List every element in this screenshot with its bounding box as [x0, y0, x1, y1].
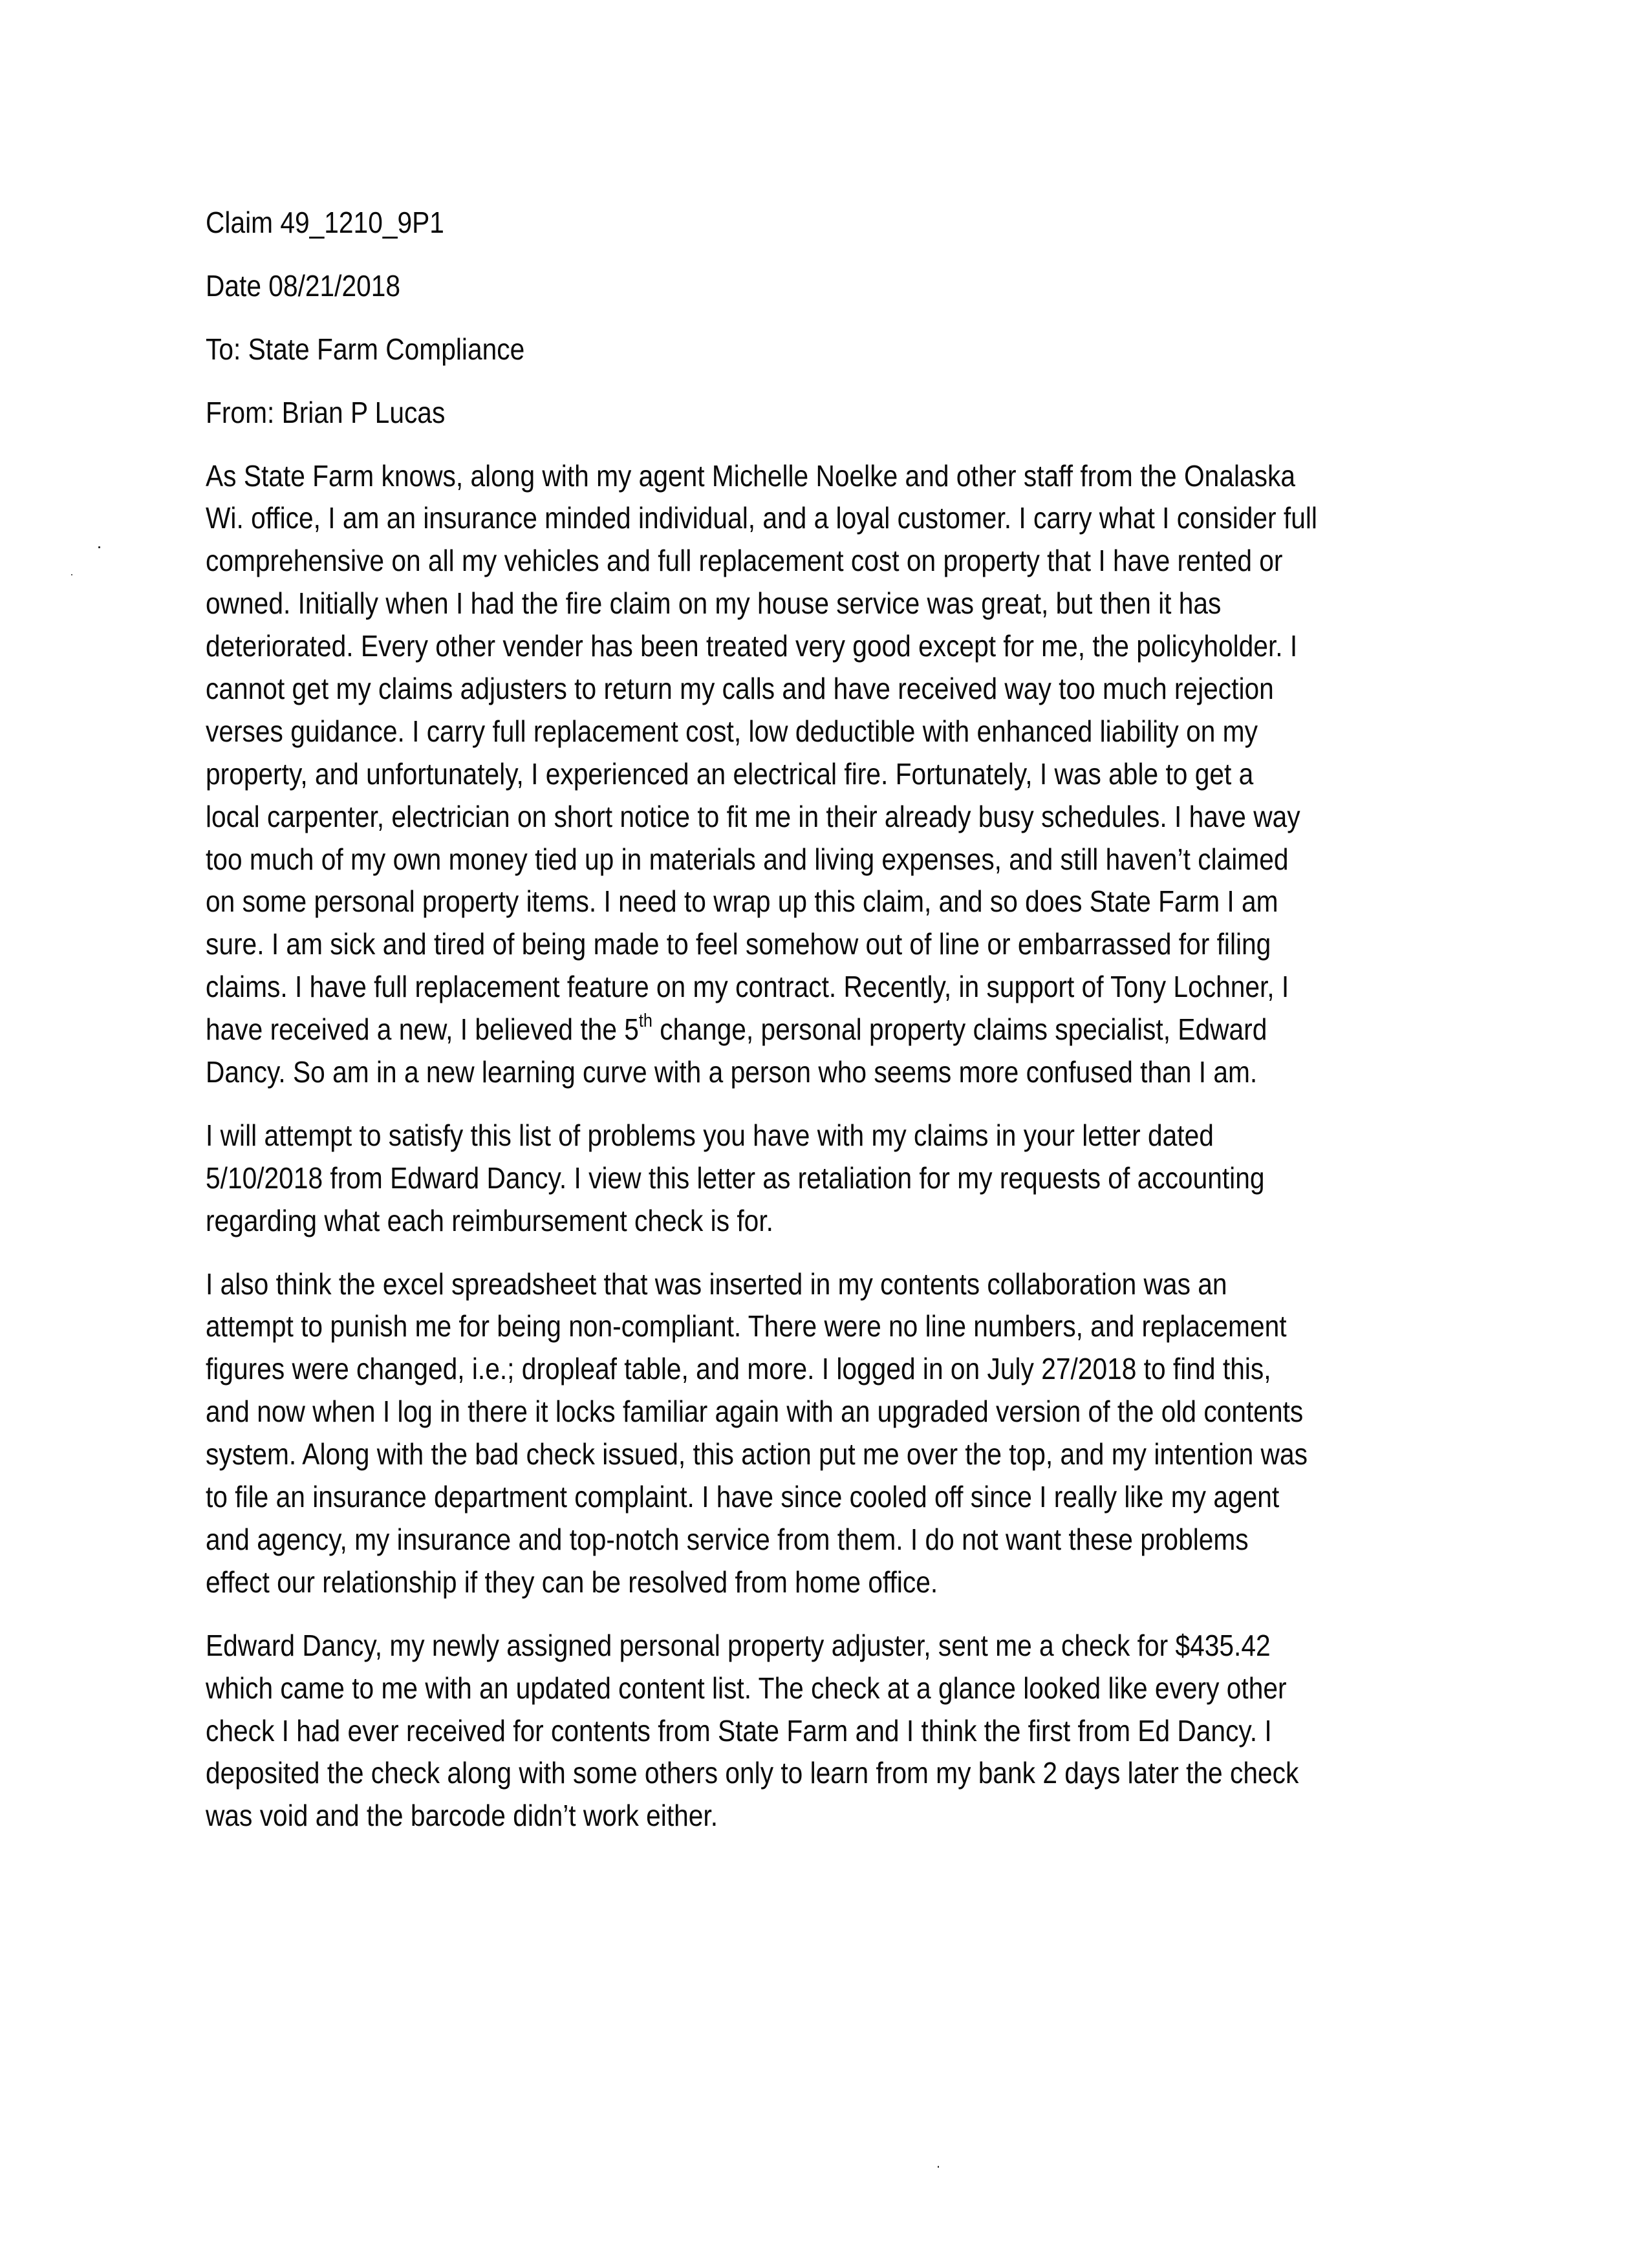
- claim-number: Claim 49_1210_9P1: [206, 206, 444, 239]
- text-fragment: have received a new, I believed the 5: [206, 1012, 639, 1047]
- text-line: too much of my own money tied up in materials and living expenses, and still haven’t claimed: [206, 842, 1289, 876]
- text-line: Dancy. So am in a new learning curve with a person who seems more confused than I am.: [206, 1055, 1258, 1089]
- text-line: and agency, my insurance and top-notch service from them. I do not want these problems: [206, 1522, 1249, 1556]
- text-line: deposited the check along with some others only to learn from my bank 2 days later the check: [206, 1756, 1299, 1790]
- date-line: [206, 265, 1473, 308]
- text-line: owned. Initially when I had the fire claim on my house service was great, but then it has: [206, 586, 1222, 621]
- text-line: comprehensive on all my vehicles and full replacement cost on property that I have rented or: [206, 544, 1283, 578]
- text-line: local carpenter, electrician on short notice to fit me in their already busy schedules. I have way: [206, 799, 1300, 833]
- text-line: attempt to punish me for being non-compliant. There were no line numbers, and replacement: [206, 1309, 1287, 1343]
- claim-number-line: [206, 202, 1473, 244]
- text-line: verses guidance. I carry full replacement cost, low deductible with enhanced liability on my: [206, 714, 1258, 748]
- text-line: Edward Dancy, my newly assigned personal property adjuster, sent me a check for $435.42: [206, 1628, 1271, 1662]
- text-line-with-superscript: [206, 1009, 1328, 1051]
- text-line: which came to me with an updated content list. The check at a glance looked like every other: [206, 1671, 1287, 1705]
- text-line: effect our relationship if they can be resolved from home office.: [206, 1565, 938, 1599]
- scan-speck: [98, 546, 100, 548]
- text-line: was void and the barcode didn’t work either.: [206, 1799, 718, 1833]
- text-line: on some personal property items. I need to wrap up this claim, and so does State Farm I am: [206, 884, 1278, 919]
- text-line: property, and unfortunately, I experienced an electrical fire. Fortunately, I was able to get a: [206, 756, 1254, 791]
- text-fragment: change, personal property claims specialist, Edward: [652, 1012, 1267, 1047]
- text-line: check I had ever received for contents from State Farm and I think the first from Ed Dancy. I: [206, 1713, 1272, 1748]
- sender: From: Brian P Lucas: [206, 395, 446, 429]
- paragraph-3: [206, 1263, 1473, 1604]
- letter-body: [206, 202, 1473, 1858]
- scan-speck: [938, 2166, 939, 2168]
- recipient-line: [206, 328, 1473, 371]
- text-line: deteriorated. Every other vender has been treated very good except for me, the policyholder. I: [206, 629, 1298, 663]
- paragraph-2: [206, 1115, 1473, 1243]
- text-line: figures were changed, i.e.; dropleaf table, and more. I logged in on July 27/2018 to find this,: [206, 1352, 1271, 1386]
- text-line: I also think the excel spreadsheet that was inserted in my contents collaboration was an: [206, 1267, 1227, 1301]
- text-line: 5/10/2018 from Edward Dancy. I view this letter as retaliation for my requests of accounting: [206, 1161, 1265, 1195]
- text-line: sure. I am sick and tired of being made to feel somehow out of line or embarrassed for filing: [206, 927, 1271, 961]
- text-line: system. Along with the bad check issued, this action put me over the top, and my intention was: [206, 1437, 1308, 1471]
- text-line: Wi. office, I am an insurance minded individual, and a loyal customer. I carry what I consider full: [206, 501, 1317, 535]
- letter-date: Date 08/21/2018: [206, 268, 401, 303]
- sender-line: [206, 392, 1473, 434]
- text-line: cannot get my claims adjusters to return my calls and have received way too much rejection: [206, 672, 1274, 706]
- paragraph-1: [206, 455, 1473, 1094]
- text-line: regarding what each reimbursement check is for.: [206, 1203, 773, 1237]
- text-line: to file an insurance department complaint. I have since cooled off since I really like my agent: [206, 1480, 1280, 1514]
- text-line: and now when I log in there it locks familiar again with an upgraded version of the old contents: [206, 1395, 1304, 1429]
- recipient: To: State Farm Compliance: [206, 332, 525, 366]
- text-line: As State Farm knows, along with my agent Michelle Noelke and other staff from the Onalaska: [206, 458, 1295, 493]
- text-line: I will attempt to satisfy this list of problems you have with my claims in your letter dated: [206, 1118, 1214, 1152]
- scan-speck: [71, 574, 72, 575]
- paragraph-4: [206, 1625, 1473, 1837]
- ordinal-superscript: th: [638, 1010, 652, 1031]
- text-line: claims. I have full replacement feature on my contract. Recently, in support of Tony Lochner, I: [206, 970, 1289, 1004]
